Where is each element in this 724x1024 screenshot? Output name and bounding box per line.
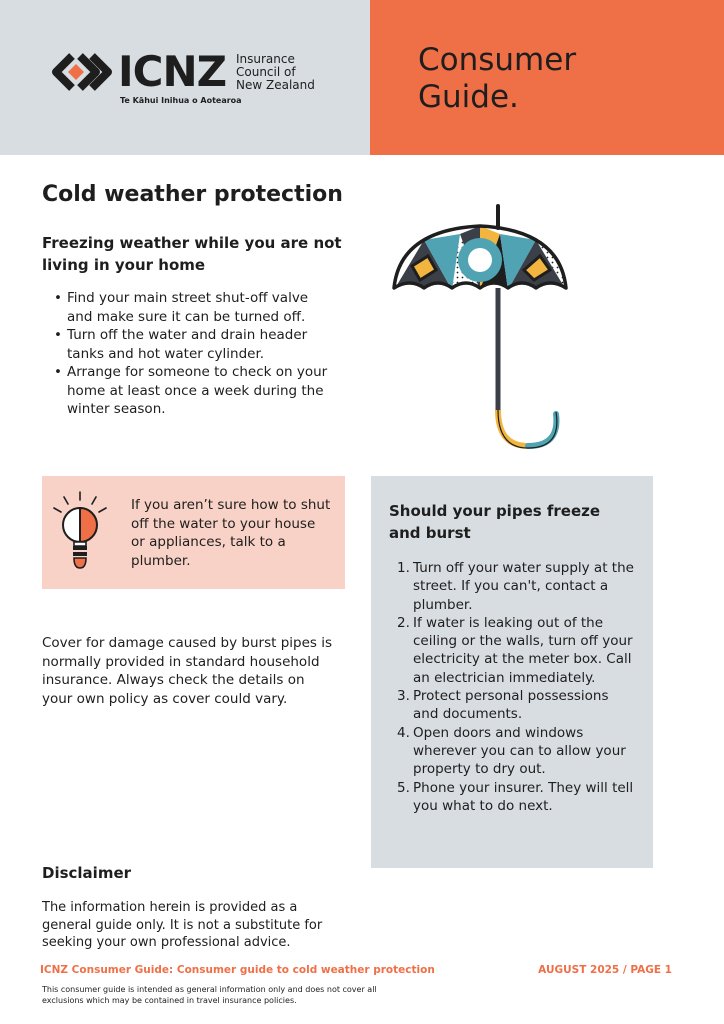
- list-item: [397, 687, 637, 724]
- header-right-panel: [370, 0, 724, 155]
- guide-title: Consumer Guide.: [418, 42, 577, 115]
- step-text: Turn off your water supply at the street. If you can't, contact a plumber.: [413, 560, 634, 613]
- page-title: Cold weather protection: [42, 182, 343, 207]
- list-item: • Arrange for someone to check on your home at least once a week during the winter season.: [52, 363, 332, 419]
- icnz-logo: [50, 47, 350, 112]
- list-item: [397, 724, 637, 779]
- logo-org-name: [236, 53, 346, 92]
- tip-text: If you aren’t sure how to shut off the water to your house or appliances, talk to a plumber.: [131, 497, 331, 569]
- step-text: If water is leaking out of the ceiling or the walls, turn off your electricity at the meter box. Call an electrician immediately.: [413, 614, 633, 686]
- step-text: Open doors and windows wherever you can to allow your property to dry out.: [413, 724, 626, 778]
- step-number: 3.: [397, 688, 410, 705]
- list-item: [397, 559, 637, 614]
- lightbulb-icon: [50, 488, 110, 573]
- step-number: 1.: [397, 560, 410, 576]
- plumber-tip-box: [42, 476, 345, 589]
- logo-org-line: Council of: [236, 65, 296, 79]
- logo-tagline: Te Kāhui Inihua o Aotearoa: [120, 96, 242, 105]
- burst-pipes-steps: [397, 559, 637, 815]
- list-item: • Turn off the water and drain header tanks and hot water cylinder.: [52, 326, 332, 363]
- footer-page-info: AUGUST 2025 / PAGE 1: [538, 964, 672, 976]
- footer-note: This consumer guide is intended as general information only and does not cover all exclusions which may be contained in travel insurance policies.: [42, 985, 377, 1005]
- icnz-mark-icon: [50, 52, 114, 92]
- list-item: [397, 614, 637, 687]
- logo-org-line: New Zealand: [236, 78, 315, 92]
- bullet-list: [52, 289, 332, 419]
- logo-wordmark: ICNZ: [118, 47, 227, 96]
- section-subtitle: Freezing weather while you are not living in your home: [42, 234, 342, 274]
- disclaimer-text: The information herein is provided as a general guide only. It is not a substitute for seeking your own professional advice.: [42, 900, 323, 950]
- step-text: Phone your insurer. They will tell you what to do next.: [413, 779, 634, 814]
- header-left-panel: [0, 0, 370, 155]
- list-item: • Find your main street shut-off valve and make sure it can be turned off.: [52, 289, 332, 326]
- step-number: 2.: [397, 614, 410, 631]
- burst-pipes-title: Should your pipes freeze and burst: [389, 502, 601, 542]
- footer-guide-name: ICNZ Consumer Guide: Consumer guide to cold weather protection: [40, 964, 435, 976]
- umbrella-icon: [390, 200, 570, 452]
- step-text: Protect personal possessions and documents.: [413, 688, 609, 723]
- logo-org-line: Insurance: [236, 52, 295, 66]
- burst-pipes-box: [371, 476, 653, 868]
- cover-paragraph: Cover for damage caused by burst pipes is normally provided in standard household insurance. Always check the details on your own policy as cover could vary.: [42, 635, 333, 707]
- step-number: 4.: [397, 724, 410, 741]
- step-number: 5.: [397, 779, 410, 796]
- list-item: [397, 779, 637, 816]
- disclaimer-title: Disclaimer: [42, 864, 132, 882]
